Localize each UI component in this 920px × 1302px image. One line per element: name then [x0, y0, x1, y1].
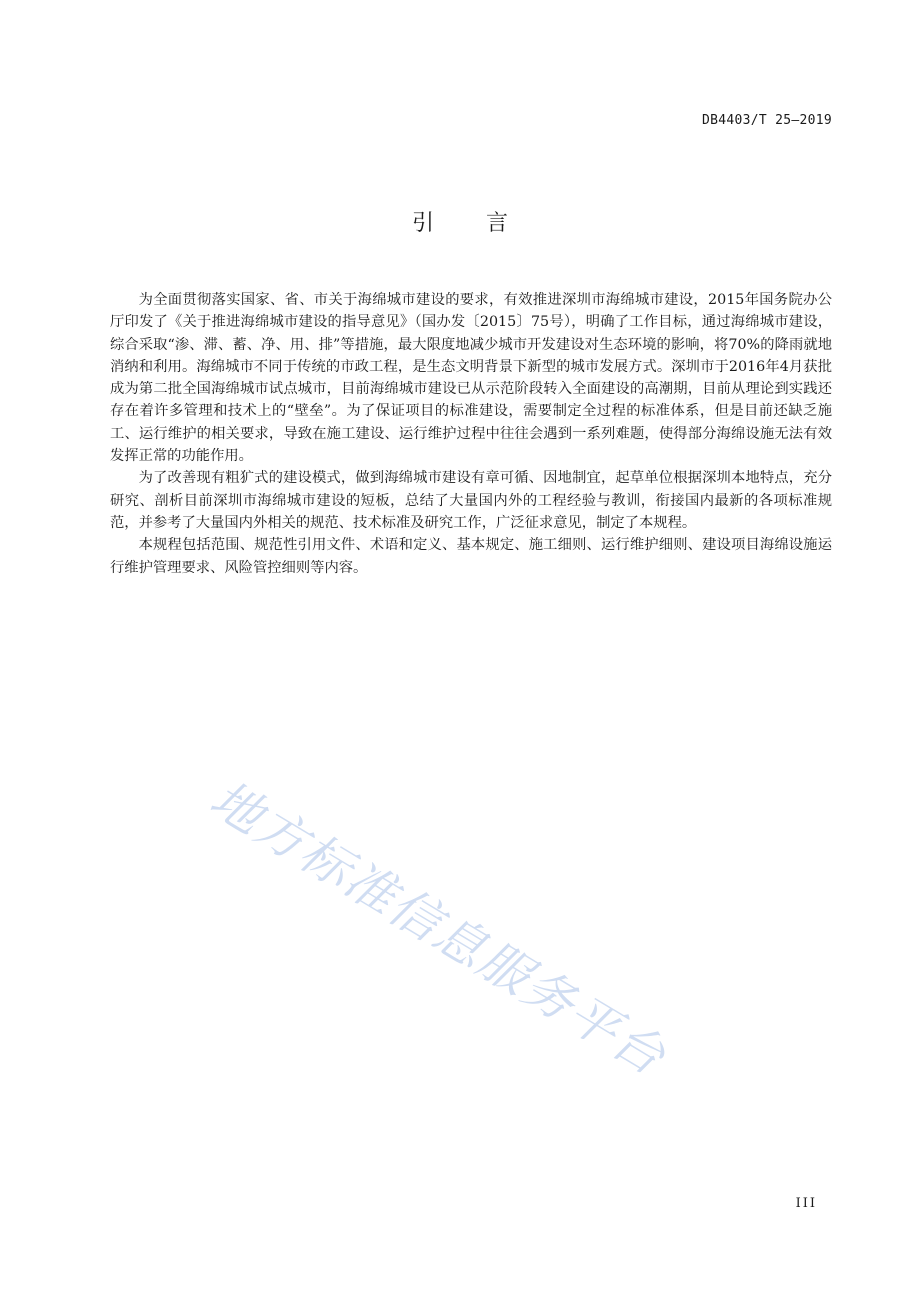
paragraph: 本规程包括范围、规范性引用文件、术语和定义、基本规定、施工细则、运行维护细则、建设项目海绵设施运行维护管理要求、风险管控细则等内容。 — [110, 537, 832, 576]
page-title: 引言 — [411, 211, 560, 236]
page-number: III — [795, 1196, 817, 1211]
document-code: DB4403/T 25—2019 — [701, 113, 832, 128]
paragraph: 为了改善现有粗犷式的建设模式，做到海绵城市建设有章可循、因地制宜，起草单位根据深圳本地特点，充分研究、剖析目前深圳市海绵城市建设的短板，总结了大量国内外的工程经验与教训，衔接国内最新的各项标准规范，并参考了大量国内外相关的规范、技术标准及研究工作，广泛征求意见，制定了本规程。 — [110, 470, 832, 531]
body-text — [110, 289, 832, 579]
paragraph: 为全面贯彻落实国家、省、市关于海绵城市建设的要求，有效推进深圳市海绵城市建设，2015年国务院办公厅印发了《关于推进海绵城市建设的指导意见》（国办发〔2015〕75号），明确了工作目标，通过海绵城市建设，综合采取“渗、滞、蓄、净、用、排”等措施，最大限度地减少城市开发建设对生态环境的影响，将70%的降雨就地消纳和利用。海绵城市不同于传统的市政工程，是生态文明背景下新型的城市发展方式。深圳市于2016年4月获批成为第二批全国海绵城市试点城市，目前海绵城市建设已从示范阶段转入全面建设的高潮期，目前从理论到实践还存在着许多管理和技术上的“壁垒”。为了保证项目的标准建设，需要制定全过程的标准体系，但是目前还缺乏施工、运行维护的相关要求，导致在施工建设、运行维护过程中往往会遇到一系列难题，使得部分海绵设施无法有效发挥正常的功能作用。 — [110, 292, 832, 465]
watermark: 地方标准信息服务平台 — [200, 769, 677, 1087]
